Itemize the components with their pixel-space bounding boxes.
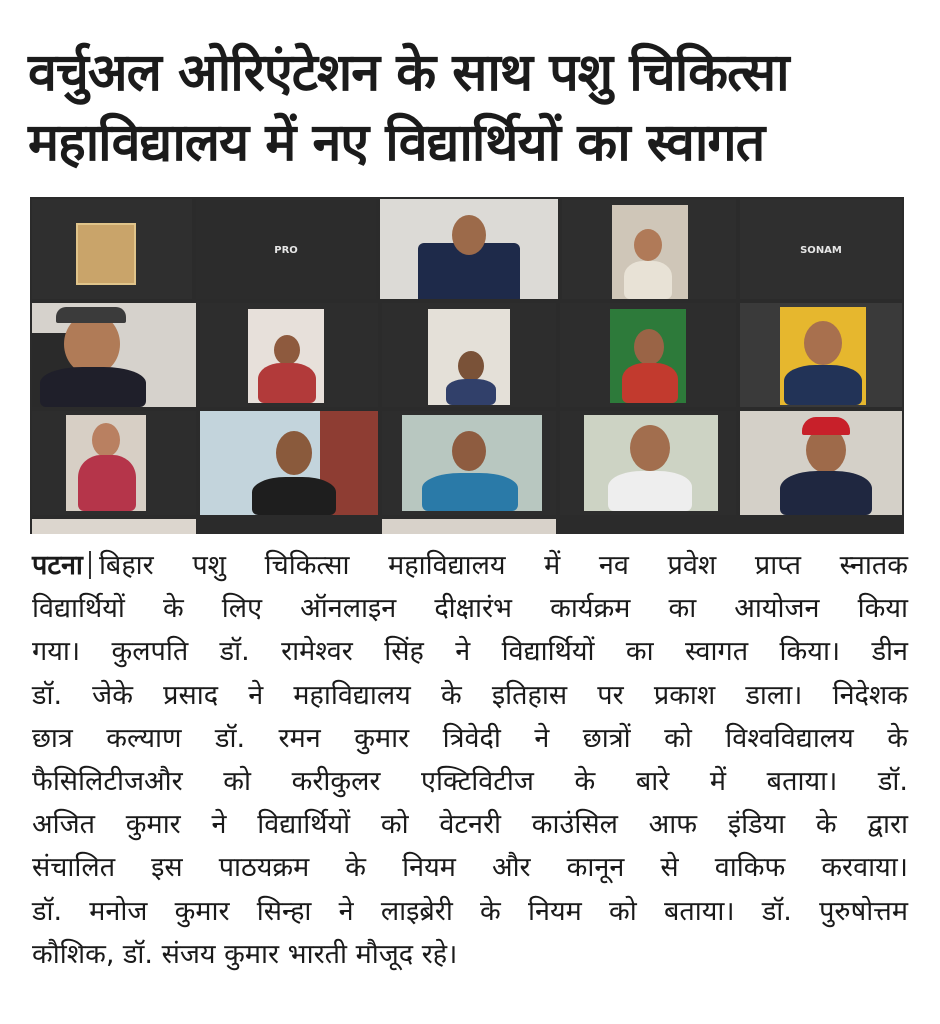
article-line: अजित कुमार ने विद्यार्थियों को वेटनरी काउंसिल आफ इंडिया के द्वारा: [32, 809, 908, 841]
participant-tile: [380, 199, 558, 299]
participant-tile: [562, 199, 736, 299]
participant-tile: [382, 519, 556, 534]
divider: [89, 551, 91, 579]
article-line: विद्यार्थियों के लिए ऑनलाइन दीक्षारंभ कार्यक्रम का आयोजन किया: [32, 593, 908, 625]
headline: [28, 38, 918, 178]
headline-line-1: वर्चुअल ओरिएंटेशन के साथ पशु चिकित्सा: [28, 43, 789, 103]
article-line: संचालित इस पाठयक्रम के नियम और कानून से वाकिफ करवाया।: [32, 852, 908, 884]
participant-tile: [382, 303, 556, 407]
article-line: [32, 544, 908, 587]
article-line: छात्र कल्याण डॉ. रमन कुमार त्रिवेदी ने छात्रों को विश्वविद्यालय के: [32, 722, 908, 754]
article-line: गया। कुलपति डॉ. रामेश्वर सिंह ने विद्यार्थियों का स्वागत किया। डीन: [32, 636, 908, 668]
participant-tile: [32, 411, 196, 515]
headline-line-2: महाविद्यालय में नए विद्यार्थियों का स्वागत: [28, 113, 765, 173]
participant-tile: [740, 411, 902, 515]
article-line: कौशिक, डॉ. संजय कुमार भारती मौजूद रहे।: [32, 938, 458, 970]
dateline: पटना: [32, 550, 83, 581]
participant-tile: [382, 411, 556, 515]
article-line: फैसिलिटीजऔर को करीकुलर एक्टिविटीज के बारे में बताया। डॉ.: [32, 765, 908, 797]
article-body: [32, 544, 908, 976]
participant-tile: [32, 303, 196, 407]
participant-tile: [32, 199, 192, 299]
participant-label: SONAM: [800, 245, 842, 256]
article-line: डॉ. मनोज कुमार सिन्हा ने लाइब्रेरी के नियम को बताया। डॉ. पुरुषोत्तम: [32, 895, 908, 927]
avatar: [76, 223, 136, 285]
participant-tile: [740, 199, 902, 299]
participant-label: PRO: [274, 245, 298, 256]
participant-tile: [560, 411, 736, 515]
video-call-photo: [30, 197, 904, 534]
participant-tile: [740, 303, 902, 407]
participant-tile: [200, 411, 378, 515]
participant-tile: [200, 303, 378, 407]
article-text: बिहार पशु चिकित्सा महाविद्यालय में नव प्रवेश प्राप्त स्नातक: [98, 550, 908, 581]
participant-tile: [560, 303, 736, 407]
participant-tile: [196, 199, 376, 299]
participant-tile: [32, 519, 196, 534]
article-line: डॉ. जेके प्रसाद ने महाविद्यालय के इतिहास पर प्रकाश डाला। निदेशक: [32, 679, 908, 711]
